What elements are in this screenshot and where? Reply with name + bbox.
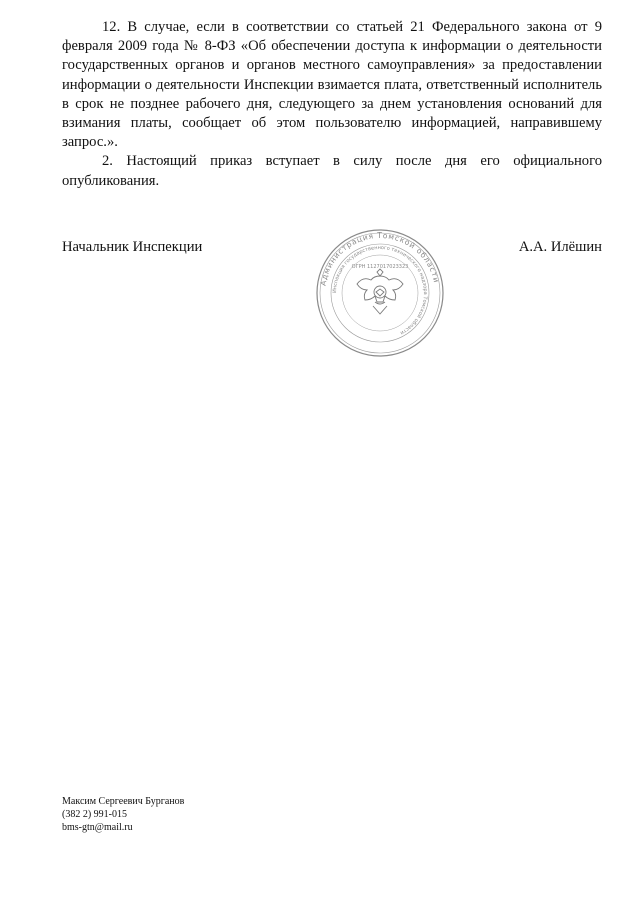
paragraph-12: 12. В случае, если в соответствии со статьей 21 Федерального закона от 9 февраля 2009 года № 8-ФЗ «Об обеспечении доступа к информации о деятельности государственных органов и органов местного самоуправления» за предоставлении информации о деятельности Инспекции взимается плата, ответственный исполнитель в срок не позднее рабочего дня, следующего за днем установления оснований для взимания платы, сообщает об этом пользователю информацией, направившему запрос.». (62, 19, 602, 151)
coat-of-arms-icon (357, 269, 403, 314)
seal-outer-text: Администрация Томской области (318, 230, 442, 287)
paragraph-2: 2. Настоящий приказ вступает в силу после дня его официального опубликования. (62, 153, 602, 189)
document-body (62, 18, 602, 191)
footer-contacts (62, 795, 184, 834)
signatory-name: А.А. Илёшин (518, 239, 602, 255)
footer-phone: (382 2) 991-015 (62, 809, 127, 820)
seal-number: ОГРН 1127017023323 (351, 264, 409, 270)
footer-email: bms-gtn@mail.ru (62, 822, 133, 833)
seal-inner-text: Инспекция государственного технического надзора Томской области (331, 244, 429, 336)
footer-author: Максим Сергеевич Бурганов (62, 796, 185, 807)
signatory-title: Начальник Инспекции (62, 239, 203, 255)
official-seal (315, 228, 445, 358)
svg-text:Инспекция государственного тех (332, 245, 428, 336)
